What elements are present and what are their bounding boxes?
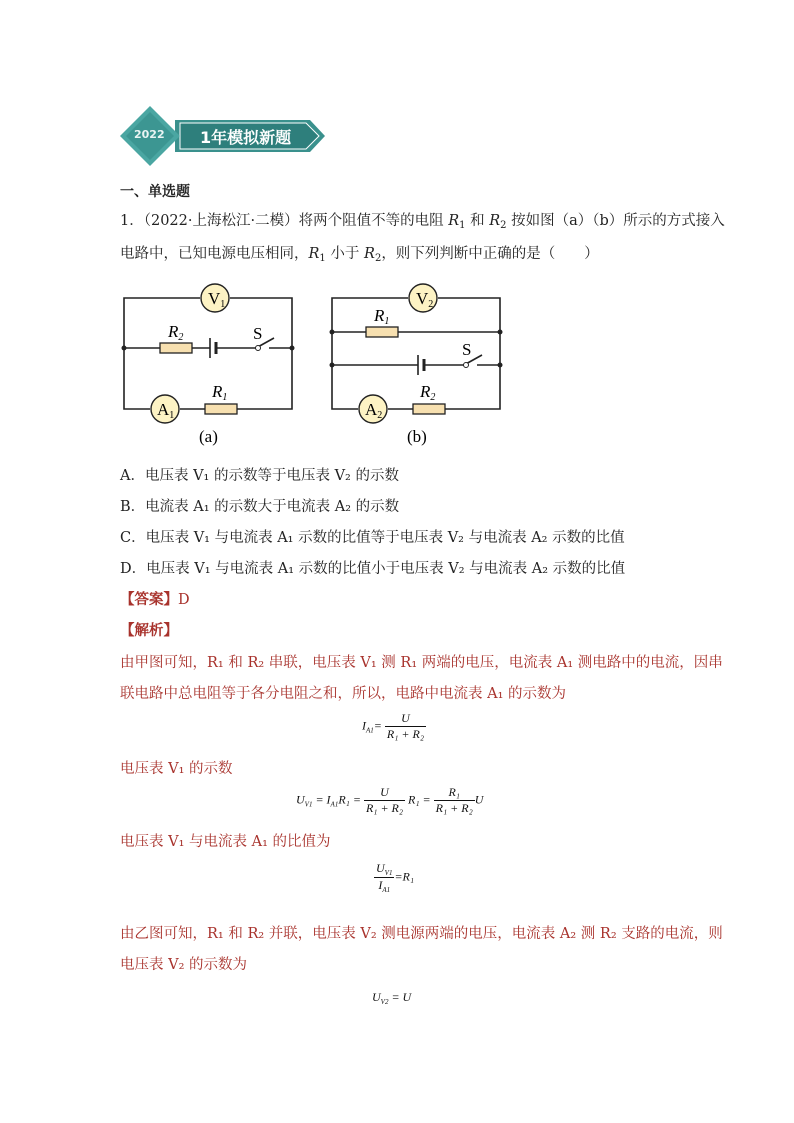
r2-label-b: R2 xyxy=(420,382,436,403)
a1-label: A1 xyxy=(157,400,175,421)
r2-label-a: R2 xyxy=(168,322,184,343)
answer-value: D xyxy=(178,592,190,608)
eq2-fraction-1 xyxy=(364,785,405,816)
eq1-den: R₁ + R₂ xyxy=(386,727,424,741)
r2-symbol: R xyxy=(489,213,501,229)
q-text: ，则下列判断中正确的是（ ） xyxy=(381,246,599,262)
eq2-f2-den: R₁ + R₂ xyxy=(435,801,473,815)
analysis-p1-l1: 由甲图可知，R₁ 和 R₂ 串联，电压表 V₁ 测 R₁ 两端的电压，电流表 A₁ 测电路中的电流，因串 xyxy=(120,655,723,671)
eq4-lhs-sub: V2 xyxy=(380,998,389,1006)
section-title: 一、单选题 xyxy=(120,184,190,200)
option-a: A．电压表 V₁ 的示数等于电压表 V₂ 的示数 xyxy=(120,468,399,484)
r1-symbol: R xyxy=(448,213,460,229)
eq2-lhs-sub: V1 xyxy=(304,800,313,809)
q-text: 1．（2022·上海松江·二模）将两个阻值不等的电阻 xyxy=(120,213,449,229)
eq4-rhs: = U xyxy=(391,990,412,1004)
eq1-lhs-sub: A1 xyxy=(366,726,374,735)
analysis-p4-l1: 由乙图可知，R₁ 和 R₂ 并联，电压表 V₂ 测电源两端的电压，电流表 A₂ 测 R₂ 支路的电流，则 xyxy=(120,926,723,942)
eq2-mid2: R₁ = xyxy=(338,792,361,807)
eq2-tail: U xyxy=(474,792,484,807)
switch-label-b: S xyxy=(462,340,472,359)
eq3-fraction xyxy=(374,861,394,894)
eq2-mid: = I xyxy=(315,792,331,807)
switch-label-a: S xyxy=(253,324,263,343)
r1-symbol: R xyxy=(308,246,320,262)
caption-a: (a) xyxy=(199,427,218,446)
analysis-p2: 电压表 V₁ 的示数 xyxy=(120,761,233,777)
equation-4 xyxy=(372,990,411,1006)
eq4-lhs: U xyxy=(372,990,381,1004)
answer-line xyxy=(120,590,190,610)
v1-label: V1 xyxy=(208,289,226,310)
eq3-num: $U_{V1}$ xyxy=(376,861,393,877)
q-text: 按如图（a）（b）所示的方式接入 xyxy=(506,213,725,229)
equation-2 xyxy=(296,785,483,816)
circuit-figure xyxy=(110,282,520,452)
r1-sub: 1 xyxy=(319,253,326,264)
analysis-p4-l2: 电压表 V₂ 的示数为 xyxy=(120,957,248,973)
circuit-svg xyxy=(110,282,520,452)
q-text: 和 xyxy=(465,213,490,229)
r2-sub: 2 xyxy=(374,253,382,264)
eq2-f1-num: U xyxy=(364,785,405,801)
analysis-label: 【解析】 xyxy=(120,622,178,639)
analysis-p1-l2: 联电路中总电阻等于各分电阻之和，所以，电路中电流表 A₁ 的示数为 xyxy=(120,686,566,702)
section-banner xyxy=(120,106,330,166)
eq2-f2-num: R₁ xyxy=(434,785,475,801)
analysis-p3: 电压表 V₁ 与电流表 A₁ 的比值为 xyxy=(120,834,331,850)
r2-sub: 2 xyxy=(500,220,507,231)
circuit-a-parts xyxy=(122,284,295,446)
eq1-lhs: I xyxy=(362,718,366,733)
question-line-2 xyxy=(120,244,599,269)
eq1-num: U xyxy=(385,711,426,727)
eq3-den: $I_{A1}$ xyxy=(378,878,391,894)
eq2-lhs: U xyxy=(296,792,305,807)
a2-label: A2 xyxy=(365,400,383,421)
r2-symbol: R xyxy=(364,246,375,262)
question-line-1 xyxy=(120,211,725,236)
q-text: 电路中，已知电源电压相同， xyxy=(120,246,309,262)
caption-b: (b) xyxy=(407,427,427,446)
option-c: C．电压表 V₁ 与电流表 A₁ 示数的比值等于电压表 V₂ 与电流表 A₂ 示数的比值 xyxy=(120,530,625,546)
equation-3 xyxy=(374,861,414,894)
r1-sub: 1 xyxy=(459,220,466,231)
option-b: B．电流表 A₁ 的示数大于电流表 A₂ 的示数 xyxy=(120,499,400,515)
r1-label-a: R1 xyxy=(212,382,228,403)
banner-year: 2022 xyxy=(134,128,165,141)
eq2-mid-sub: A1 xyxy=(330,800,339,809)
circuit-a-wires xyxy=(124,298,292,409)
r1-label-b: R1 xyxy=(374,306,390,327)
q-text: 小于 xyxy=(325,246,365,262)
eq3-rhs: =R₁ xyxy=(394,869,415,884)
answer-label: 【答案】 xyxy=(120,591,178,608)
banner-title: 1年模拟新题 xyxy=(200,128,292,147)
v2-label: V2 xyxy=(416,289,434,310)
eq2-after: R₁ = xyxy=(408,792,431,807)
equation-1: $I_{A1}=$ $\frac{U}{\text{R₁ + R₂}}$ xyxy=(362,711,424,741)
circuit-b-wires xyxy=(332,298,500,409)
eq2-f1-den: R₁ + R₂ xyxy=(365,801,404,815)
option-d: D．电压表 V₁ 与电流表 A₁ 示数的比值小于电压表 V₂ 与电流表 A₂ 示数的比值 xyxy=(120,561,626,577)
eq2-fraction-2 xyxy=(434,785,475,816)
eq1-fraction xyxy=(385,711,426,742)
